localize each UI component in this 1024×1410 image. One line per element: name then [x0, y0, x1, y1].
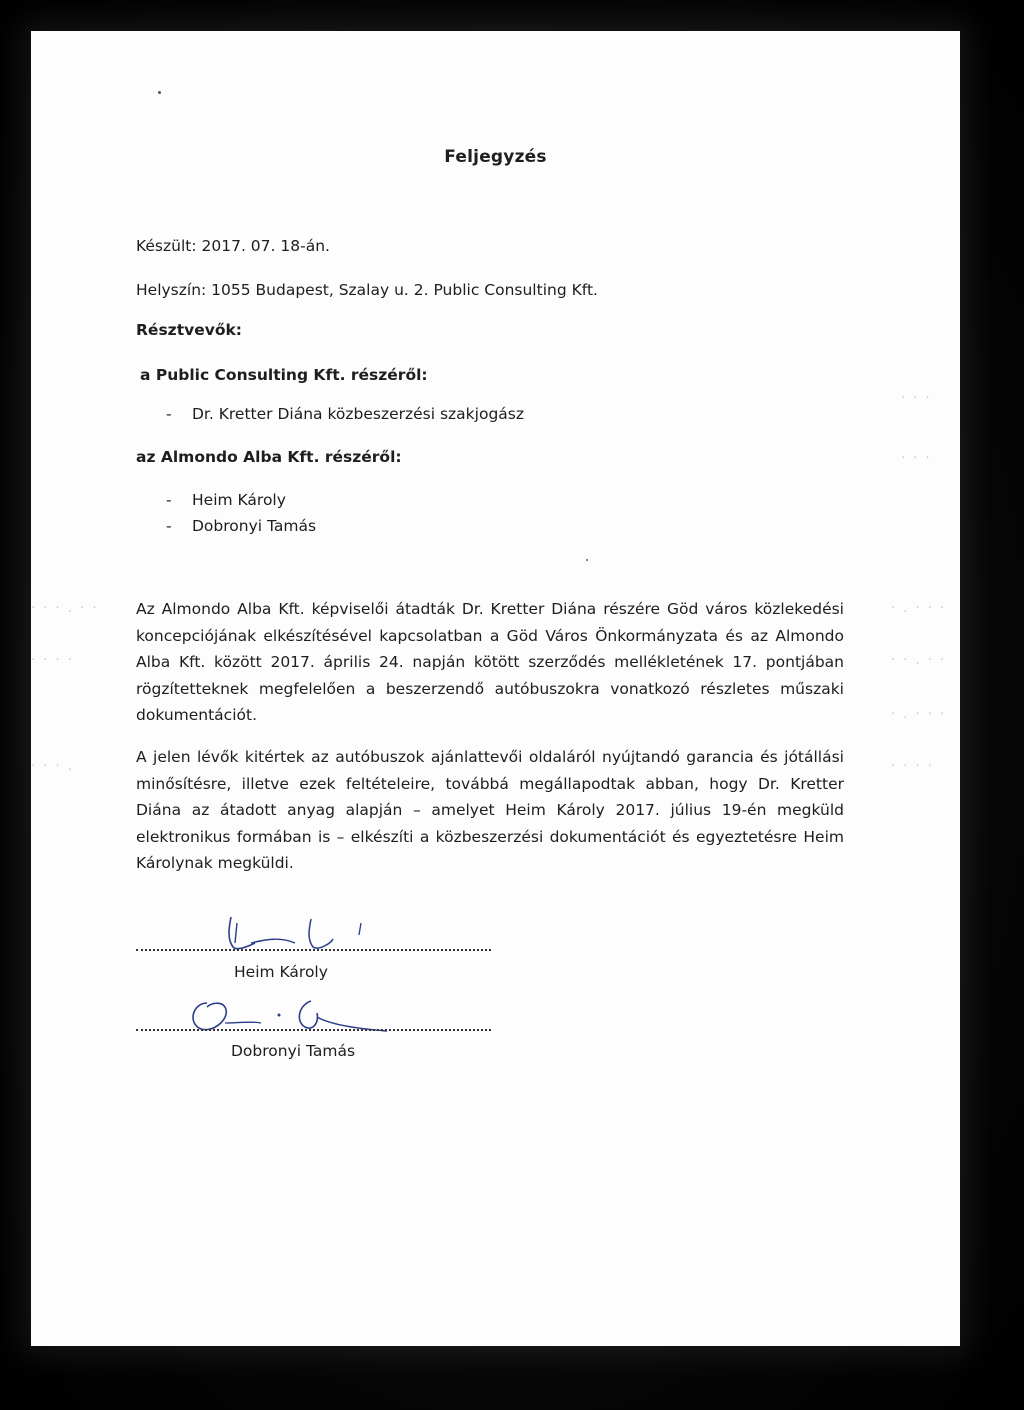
location-line: Helyszín: 1055 Budapest, Szalay u. 2. Public Consulting Kft.: [136, 281, 598, 299]
participants-heading: Résztvevők:: [136, 321, 242, 339]
party1-member: Dr. Kretter Diána közbeszerzési szakjogász: [192, 405, 524, 423]
party2-heading: az Almondo Alba Kft. részéről:: [136, 448, 402, 466]
party2-member: Dobronyi Tamás: [192, 517, 317, 535]
scan-noise: · · · . · ·: [31, 601, 99, 616]
scan-noise: · · ·: [901, 451, 932, 466]
bullet-dash: -: [166, 517, 172, 535]
scan-noise: · · ·: [901, 391, 932, 406]
date-line: Készült: 2017. 07. 18-án.: [136, 237, 330, 255]
party1-heading: a Public Consulting Kft. részéről:: [140, 366, 428, 384]
signatory-name: Dobronyi Tamás: [231, 1042, 356, 1060]
document-page: [31, 31, 960, 1346]
signatory-name: Heim Károly: [234, 963, 328, 981]
scan-noise: · · . · ·: [891, 653, 947, 668]
signature-line: [136, 949, 491, 951]
bullet-dash: -: [166, 491, 172, 509]
scan-speck: [586, 559, 588, 561]
signature-line: [136, 1029, 491, 1031]
scan-noise: · · · ·: [891, 759, 934, 774]
scan-noise: · . · · ·: [891, 707, 947, 722]
body-paragraph: A jelen lévők kitértek az autóbuszok ajánlattevői oldaláról nyújtandó garancia és jótállási minősítésre, illetve ezek feltételeire, továbbá megállapodtak abban, hogy Dr. Kretter Diána az átadott anyag alapján – amelyet Heim Károly 2017. július 19-én megküld elektronikus formában is – elkészíti a közbeszerzési dokumentációt és egyeztetésre Heim Károlynak megküldi.: [136, 748, 844, 872]
bullet-dash: -: [166, 405, 172, 423]
scan-speck: [158, 91, 161, 94]
body-paragraph: Az Almondo Alba Kft. képviselői átadták Dr. Kretter Diána részére Göd város közlekedési koncepciójának elkészítésével kapcsolatban a Göd Város Önkormányzata és az Almondo Alba Kft. között 2017. április 24. napján kötött szerződés mellékletének 17. pontjában rögzítetteknek megfelelően a beszerzendő autóbuszokra vonatkozó részletes műszaki dokumentációt.: [136, 600, 844, 724]
scan-noise: · · · .: [31, 759, 74, 774]
party2-member: Heim Károly: [192, 491, 286, 509]
scan-noise: · . · · ·: [891, 601, 947, 616]
signature-dobronyi-tamas: [181, 993, 391, 1039]
scan-noise: · · · ·: [31, 653, 74, 668]
document-title: Feljegyzés: [444, 147, 547, 167]
